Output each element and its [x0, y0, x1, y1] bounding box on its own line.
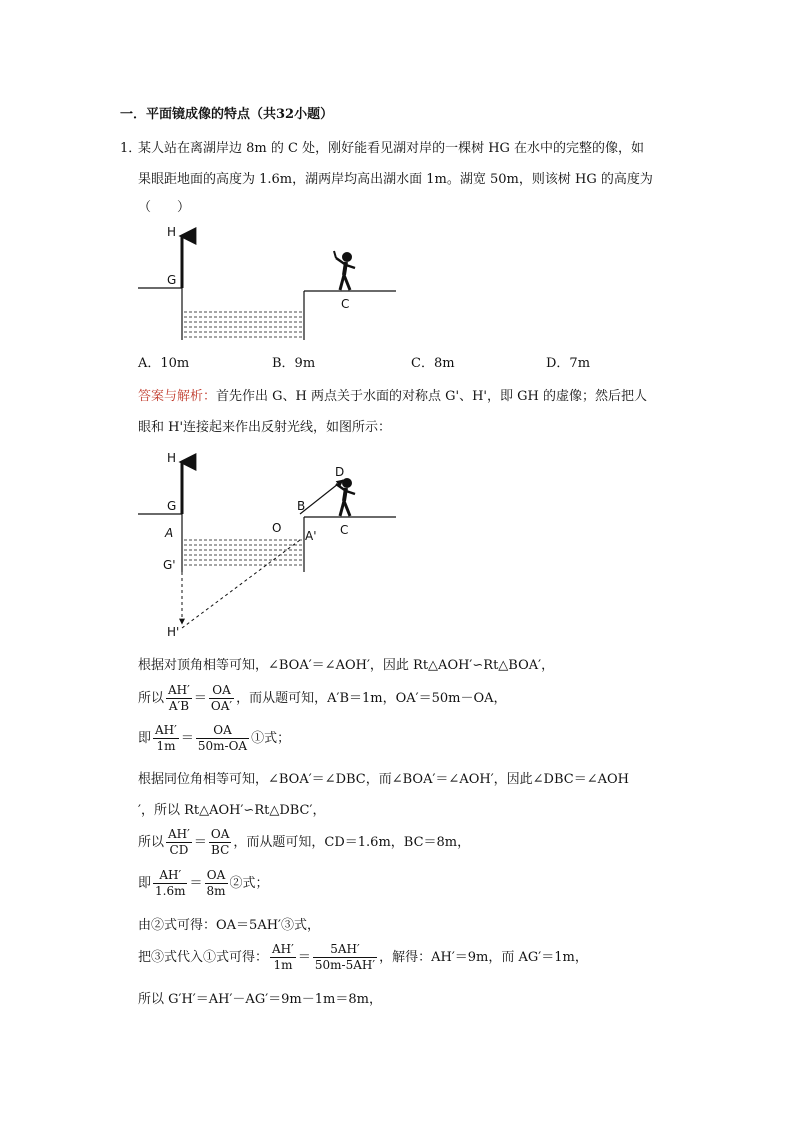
solution-step-4: 根据同位角相等可知，∠BOA′＝∠DBC，而∠BOA′＝∠AOH′，因此∠DBC＝∠AOH: [138, 772, 629, 787]
extension-line: [182, 540, 300, 628]
label-a: A: [165, 526, 174, 540]
question-number: 1．: [120, 141, 142, 156]
option-c[interactable]: C．8m: [411, 356, 455, 371]
answer-label: 答案与解析：: [138, 389, 217, 404]
solution-step-3: 即 $\frac{AH'}{1m}$ ＝ $\frac{OA}{50m-OA}$ ①式；: [138, 723, 291, 753]
figure-1: [138, 225, 396, 340]
option-d[interactable]: D．7m: [546, 356, 591, 371]
answer-intro-1: [138, 385, 647, 404]
person-icon: [334, 251, 355, 290]
answer-intro-text-1: 首先作出 G、H 两点关于水面的对称点 G'、H'，即 GH 的虚像；然后把人: [216, 389, 647, 404]
fraction: $\frac{OA}{8m}$: [206, 868, 226, 898]
solution-step-5: ′，所以 Rt△AOH′∽Rt△DBC′，: [138, 803, 326, 818]
water-surface-2: [184, 540, 302, 565]
fraction: $\frac{5AH'}{50m-5AH'}$: [314, 942, 376, 972]
label-d: D: [335, 465, 345, 479]
solution-step-1: 根据对顶角相等可知，∠BOA′＝∠AOH′，因此 Rt△AOH′∽Rt△BOA′，: [138, 658, 555, 673]
label-a-prime: A': [305, 529, 317, 543]
fraction: $\frac{AH'}{A'B}$: [168, 683, 190, 713]
water-surface: [184, 312, 302, 337]
label-h-prime: H': [167, 625, 180, 639]
label-o: O: [272, 521, 282, 535]
label-b: B: [297, 499, 306, 513]
label-h: H: [167, 225, 177, 239]
label-g-2: G: [167, 499, 177, 513]
answer-intro-2: 眼和 H'连接起来作出反射光线，如图所示：: [138, 420, 392, 435]
fraction: $\frac{OA}{50m-OA}$: [197, 723, 248, 753]
label-g: G: [167, 273, 177, 287]
fraction: $\frac{AH'}{1.6m}$: [155, 868, 186, 898]
fraction: $\frac{AH'}{1m}$: [272, 942, 294, 972]
solution-step-6: 所以 $\frac{AH'}{CD}$ ＝ $\frac{OA}{BC}$ ，而从题可知，CD＝1.6m，BC＝8m，: [138, 827, 471, 857]
option-a[interactable]: A．10m: [138, 356, 190, 371]
figure-2: [138, 451, 396, 639]
question-line-1: 某人站在离湖岸边 8m 的 C 处，刚好能看见湖对岸的一棵树 HG 在水中的完整的像，如: [138, 141, 645, 156]
solution-step-8: 由②式可得：OA＝5AH′③式，: [138, 918, 320, 933]
option-b[interactable]: B．9m: [272, 356, 316, 371]
question-line-2: 果眼距地面的高度为 1.6m，湖两岸均高出湖水面 1m。湖宽 50m，则该树 HG 的高度为: [138, 172, 653, 187]
label-g-prime: G': [163, 558, 176, 572]
solution-step-10: 所以 G′H′＝AH′－AG′＝9m－1m＝8m，: [138, 992, 382, 1007]
solution-step-2: 所以 $\frac{AH'}{A'B}$ ＝ $\frac{OA}{OA'}$ ，而从题可知，A′B＝1m，OA′＝50m－OA，: [138, 683, 507, 713]
label-h-2: H: [167, 451, 177, 465]
label-c: C: [341, 297, 350, 311]
fraction: $\frac{OA}{OA'}$: [210, 683, 233, 713]
fraction: $\frac{AH'}{CD}$: [168, 827, 190, 857]
solution-step-9: 把③式代入①式可得： $\frac{AH'}{1m}$ ＝ $\frac{5AH'}{50m-5AH'}$ ，解得：AH′＝9m，而 AG′＝1m，: [138, 942, 588, 972]
fraction: $\frac{AH'}{1m}$: [155, 723, 177, 753]
section-title: 一．平面镜成像的特点（共32小题）: [120, 107, 334, 122]
fraction: $\frac{OA}{BC}$: [210, 827, 230, 857]
label-c-2: C: [340, 523, 349, 537]
solution-step-7: 即 $\frac{AH'}{1.6m}$ ＝ $\frac{OA}{8m}$ ②式；: [138, 868, 269, 898]
question-line-3: （ ）: [138, 200, 191, 215]
